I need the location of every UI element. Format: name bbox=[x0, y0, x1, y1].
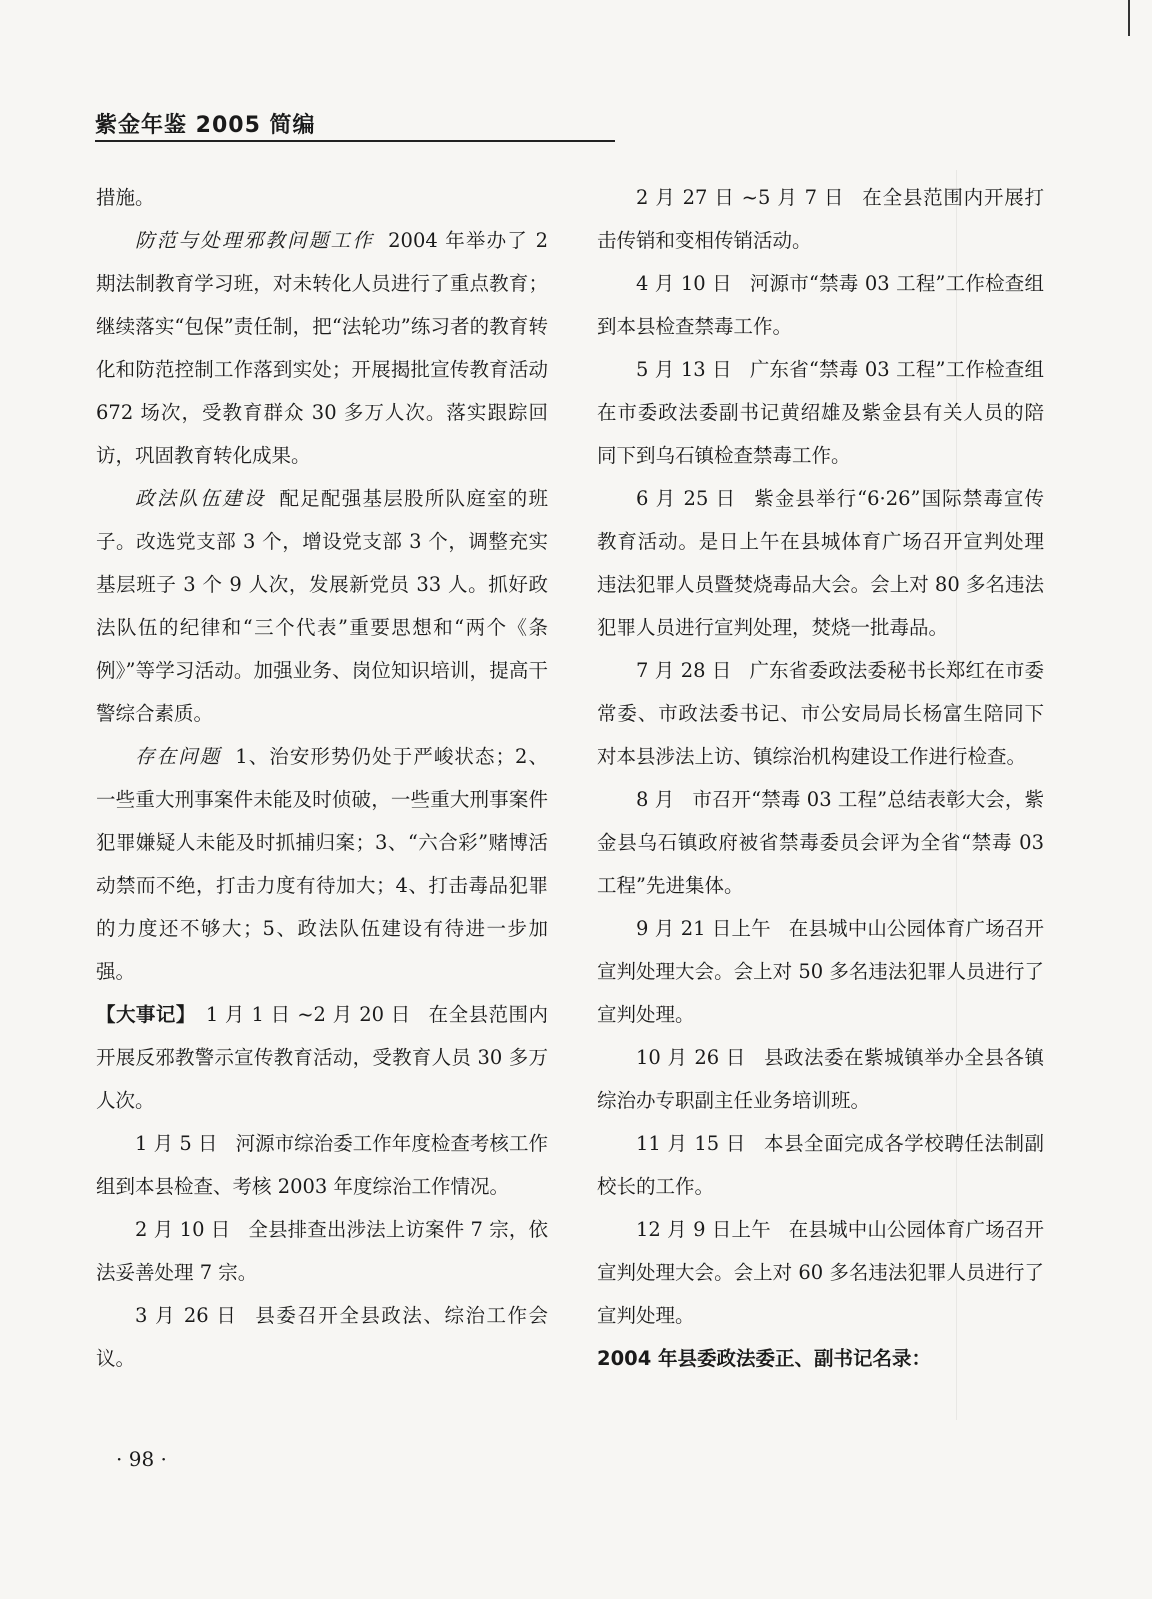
event-date: 9 月 21 日上午 bbox=[636, 917, 771, 940]
event-text: 县委召开全县政法、综治工作会议。 bbox=[96, 1304, 548, 1370]
chronicle-entry bbox=[597, 1208, 1044, 1337]
paragraph-text: 1、治安形势仍处于严峻状态；2、一些重大刑事案件未能及时侦破，一些重大刑事案件犯罪嫌疑人未能及时抓捕归案；3、“六合彩”赌博活动禁而不绝，打击力度有待加大；4、打击毒品犯罪的力度还不够大；5、政法队伍建设有待进一步加强。 bbox=[96, 745, 548, 983]
event-text: 在县城中山公园体育广场召开宣判处理大会。会上对 50 多名违法犯罪人员进行了宣判处理。 bbox=[597, 917, 1044, 1026]
chronicle-entry bbox=[597, 262, 1044, 348]
right-column bbox=[597, 176, 1044, 1380]
paragraph-text: 措施。 bbox=[96, 186, 155, 209]
chronicle-entry bbox=[597, 477, 1044, 649]
chronicle-entry bbox=[597, 1122, 1044, 1208]
event-text: 在县城中山公园体育广场召开宣判处理大会。会上对 60 多名违法犯罪人员进行了宣判处理。 bbox=[597, 1218, 1044, 1327]
event-date: 12 月 9 日上午 bbox=[636, 1218, 771, 1241]
paragraph-text: 配足配强基层股所队庭室的班子。改选党支部 3 个，增设党支部 3 个，调整充实基层班子 3 个 9 人次，发展新党员 33 人。抓好政法队伍的纪律和“三个代表”重要思想和“两个《条例》”等学习活动。加强业务、岗位知识培训，提高干警综合素质。 bbox=[96, 487, 548, 725]
chronicle-entry bbox=[597, 778, 1044, 907]
chronicle-heading: 【大事记】 bbox=[96, 1003, 196, 1026]
event-date: 10 月 26 日 bbox=[636, 1046, 746, 1069]
running-header bbox=[95, 108, 615, 139]
chronicle-entry bbox=[96, 1294, 548, 1380]
event-text: 广东省“禁毒 03 工程”工作检查组在市委政法委副书记黄绍雄及紫金县有关人员的陪同下到乌石镇检查禁毒工作。 bbox=[597, 358, 1044, 467]
chronicle-entry bbox=[597, 348, 1044, 477]
event-date: 8 月 bbox=[636, 788, 675, 811]
event-date: 11 月 15 日 bbox=[636, 1132, 746, 1155]
header-rule bbox=[95, 140, 615, 142]
paragraph-chronicle-start bbox=[96, 993, 548, 1122]
event-date: 2 月 10 日 bbox=[135, 1218, 231, 1241]
paragraph-existing-problems bbox=[96, 735, 548, 993]
page-number: · 98 · bbox=[116, 1447, 167, 1471]
chronicle-entry bbox=[96, 1122, 548, 1208]
section-heading: 存在问题 bbox=[135, 745, 222, 768]
paragraph-continuation bbox=[96, 176, 548, 219]
event-date: 1 月 5 日 bbox=[135, 1132, 218, 1155]
paragraph-text: 2004 年举办了 2 期法制教育学习班，对未转化人员进行了重点教育；继续落实“包保”责任制，把“法轮功”练习者的教育转化和防范控制工作落到实处；开展揭批宣传教育活动 672 场次，受教育群众 30 多万人次。落实跟踪回访，巩固教育转化成果。 bbox=[96, 229, 548, 467]
paragraph-team-building bbox=[96, 477, 548, 735]
event-date: 6 月 25 日 bbox=[636, 487, 737, 510]
chronicle-entry bbox=[597, 907, 1044, 1036]
section-heading: 防范与处理邪教问题工作 bbox=[135, 229, 375, 252]
event-date: 5 月 13 日 bbox=[636, 358, 732, 381]
event-date: 1 月 1 日 ~2 月 20 日 bbox=[205, 1003, 411, 1026]
chronicle-entry bbox=[597, 1036, 1044, 1122]
event-text: 市召开“禁毒 03 工程”总结表彰大会，紫金县乌石镇政府被省禁毒委员会评为全省“禁毒 03 工程”先进集体。 bbox=[597, 788, 1045, 897]
book-title: 紫金年鉴 2005 简编 bbox=[95, 113, 316, 138]
left-column bbox=[96, 176, 548, 1380]
section-heading: 政法队伍建设 bbox=[135, 487, 266, 510]
secretaries-list-heading: 2004 年县委政法委正、副书记名录： bbox=[597, 1347, 932, 1370]
chronicle-entry bbox=[96, 1208, 548, 1294]
event-text: 县政法委在紫城镇举办全县各镇综治办专职副主任业务培训班。 bbox=[597, 1046, 1044, 1112]
event-date: 7 月 28 日 bbox=[636, 659, 732, 682]
chronicle-entry bbox=[597, 649, 1044, 778]
event-date: 3 月 26 日 bbox=[135, 1304, 238, 1327]
event-date: 2 月 27 日 ~5 月 7 日 bbox=[636, 186, 845, 209]
event-text: 河源市综治委工作年度检查考核工作组到本县检查、考核 2003 年度综治工作情况。 bbox=[96, 1132, 548, 1198]
chronicle-entry bbox=[597, 176, 1044, 262]
event-text: 本县全面完成各学校聘任法制副校长的工作。 bbox=[597, 1132, 1044, 1198]
event-text: 广东省委政法委秘书长郑红在市委常委、市政法委书记、市公安局局长杨富生陪同下对本县涉法上访、镇综治机构建设工作进行检查。 bbox=[597, 659, 1044, 768]
event-text: 全县排查出涉法上访案件 7 宗，依法妥善处理 7 宗。 bbox=[96, 1218, 548, 1284]
scan-edge-mark bbox=[1128, 0, 1130, 36]
event-text: 在全县范围内开展反邪教警示宣传教育活动，受教育人员 30 多万人次。 bbox=[96, 1003, 548, 1112]
event-date: 4 月 10 日 bbox=[636, 272, 732, 295]
paragraph-cult-prevention bbox=[96, 219, 548, 477]
event-text: 紫金县举行“6·26”国际禁毒宣传教育活动。是日上午在县城体育广场召开宣判处理违法犯罪人员暨焚烧毒品大会。会上对 80 多名违法犯罪人员进行宣判处理，焚烧一批毒品。 bbox=[597, 487, 1044, 639]
event-text: 河源市“禁毒 03 工程”工作检查组到本县检查禁毒工作。 bbox=[597, 272, 1044, 338]
event-text: 在全县范围内开展打击传销和变相传销活动。 bbox=[597, 186, 1044, 252]
